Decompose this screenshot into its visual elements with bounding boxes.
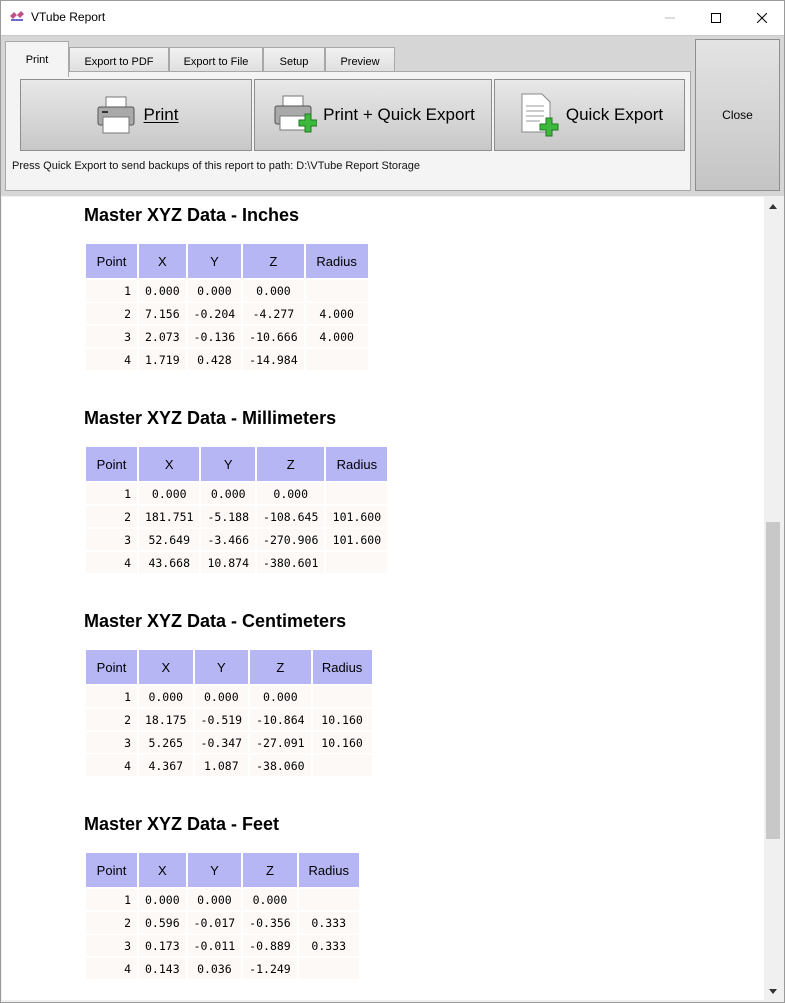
table-cell: 10.160: [313, 732, 372, 753]
report-toolbar: [1, 35, 784, 196]
print-quick-export-label: Print + Quick Export: [323, 105, 475, 124]
table-cell: 0.333: [299, 935, 359, 956]
table-row: [86, 303, 368, 324]
column-header: Z: [243, 853, 297, 887]
table-cell: [306, 349, 368, 370]
table-cell: -0.204: [188, 303, 242, 324]
table-cell: 18.175: [139, 709, 193, 730]
table-cell: 0.000: [188, 280, 242, 301]
table-body: [86, 280, 368, 370]
close-button[interactable]: Close: [695, 39, 780, 191]
title-bar: [1, 1, 784, 35]
table-cell: 0.000: [243, 280, 303, 301]
table-cell: [299, 889, 359, 910]
table-body: [86, 483, 387, 573]
close-icon: [757, 13, 767, 23]
table-body: [86, 686, 372, 776]
tab-setup[interactable]: Setup: [263, 47, 325, 75]
scroll-thumb[interactable]: [766, 522, 780, 839]
table-cell: 3: [86, 326, 137, 347]
print-button[interactable]: [20, 79, 252, 151]
section-title-feet: Master XYZ Data - Feet: [84, 814, 280, 834]
section-title-millimeters: Master XYZ Data - Millimeters: [84, 408, 337, 428]
table-cell: [306, 280, 368, 301]
table-cell: 2: [86, 709, 137, 730]
table-row: [86, 280, 368, 301]
tab-export-pdf[interactable]: Export to PDF: [69, 47, 169, 75]
tab-preview[interactable]: Preview: [325, 47, 395, 75]
table-cell: 1: [86, 483, 137, 504]
table-cell: 1.719: [139, 349, 186, 370]
column-header: Point: [86, 244, 137, 278]
column-header: X: [139, 244, 186, 278]
table-cell: -1.249: [243, 958, 297, 979]
table-cell: 4: [86, 552, 137, 573]
table-cell: 0.000: [139, 280, 186, 301]
table-body: [86, 889, 359, 979]
document-add-icon: [516, 92, 560, 138]
table-cell: 2: [86, 506, 137, 527]
printer-add-icon: [271, 94, 317, 136]
table-cell: [326, 483, 387, 504]
xyz-table-feet: [84, 851, 361, 981]
minimize-icon: [665, 13, 675, 23]
print-tab-panel: [5, 71, 691, 191]
table-cell: -270.906: [257, 529, 324, 550]
print-button-label: Print: [143, 105, 179, 124]
table-cell: 3: [86, 732, 137, 753]
table-row: [86, 755, 372, 776]
xyz-table-millimeters: [84, 445, 389, 575]
xyz-table-centimeters: [84, 648, 374, 778]
xyz-table-inches: [84, 242, 370, 372]
table-cell: -10.864: [250, 709, 310, 730]
column-header: Y: [201, 447, 255, 481]
table-cell: 10.874: [201, 552, 255, 573]
table-cell: 2: [86, 912, 137, 933]
table-row: [86, 686, 372, 707]
column-header: Z: [257, 447, 324, 481]
table-cell: 4.367: [139, 755, 193, 776]
quick-export-label: Quick Export: [565, 105, 664, 124]
scroll-up-button[interactable]: [764, 197, 782, 215]
table-cell: -3.466: [201, 529, 255, 550]
table-cell: -4.277: [243, 303, 303, 324]
table-row: [86, 958, 359, 979]
table-cell: -0.519: [195, 709, 249, 730]
column-header: Y: [195, 650, 249, 684]
table-cell: 1: [86, 686, 137, 707]
column-header: Y: [188, 244, 242, 278]
table-cell: 0.000: [201, 483, 255, 504]
table-cell: 1.087: [195, 755, 249, 776]
scroll-up-arrow-icon: [769, 204, 777, 209]
table-cell: 3: [86, 529, 137, 550]
tab-print[interactable]: Print: [5, 41, 69, 77]
table-cell: [313, 755, 372, 776]
report-content: [2, 197, 764, 1000]
table-cell: 0.000: [139, 686, 193, 707]
table-cell: -0.347: [195, 732, 249, 753]
table-cell: -5.188: [201, 506, 255, 527]
table-cell: 0.000: [250, 686, 310, 707]
table-cell: -0.136: [188, 326, 242, 347]
table-row: [86, 889, 359, 910]
table-cell: 10.160: [313, 709, 372, 730]
table-row: [86, 935, 359, 956]
table-cell: 1: [86, 889, 137, 910]
table-row: [86, 506, 387, 527]
table-cell: 0.596: [139, 912, 186, 933]
quick-export-hint: Press Quick Export to send backups of this report to path: D:\VTube Report Storage: [12, 160, 421, 172]
column-header: Radius: [313, 650, 372, 684]
column-header: Point: [86, 853, 137, 887]
vtube-app-icon: [9, 10, 25, 24]
table-cell: -10.666: [243, 326, 303, 347]
vertical-scrollbar[interactable]: [764, 197, 782, 1000]
quick-export-button[interactable]: [494, 79, 685, 151]
table-cell: 0.428: [188, 349, 242, 370]
column-header: Radius: [299, 853, 359, 887]
table-cell: -14.984: [243, 349, 303, 370]
table-cell: 0.173: [139, 935, 186, 956]
table-cell: 0.000: [188, 889, 242, 910]
table-cell: [313, 686, 372, 707]
column-header: Point: [86, 447, 137, 481]
table-cell: 5.265: [139, 732, 193, 753]
table-row: [86, 552, 387, 573]
table-row: [86, 732, 372, 753]
table-cell: -0.011: [188, 935, 242, 956]
table-cell: -38.060: [250, 755, 310, 776]
table-row: [86, 709, 372, 730]
column-header: Radius: [326, 447, 387, 481]
column-header: Y: [188, 853, 242, 887]
maximize-button[interactable]: [693, 1, 739, 35]
column-header: Z: [250, 650, 310, 684]
section-title-inches: Master XYZ Data - Inches: [84, 205, 300, 225]
table-row: [86, 326, 368, 347]
table-cell: 3: [86, 935, 137, 956]
table-cell: 52.649: [139, 529, 199, 550]
table-row: [86, 349, 368, 370]
table-row: [86, 912, 359, 933]
table-cell: 4.000: [306, 303, 368, 324]
column-header: X: [139, 853, 186, 887]
table-cell: 2: [86, 303, 137, 324]
table-cell: 101.600: [326, 506, 387, 527]
window-close-button[interactable]: [739, 1, 785, 35]
scroll-down-button[interactable]: [764, 982, 782, 1000]
table-cell: [299, 958, 359, 979]
table-cell: 101.600: [326, 529, 387, 550]
table-cell: 4: [86, 349, 137, 370]
table-cell: 4: [86, 958, 137, 979]
table-cell: 0.000: [195, 686, 249, 707]
table-cell: 4.000: [306, 326, 368, 347]
column-header: Radius: [306, 244, 368, 278]
minimize-button[interactable]: [647, 1, 693, 35]
table-cell: -0.356: [243, 912, 297, 933]
printer-icon: [94, 95, 138, 135]
table-row: [86, 483, 387, 504]
table-row: [86, 529, 387, 550]
column-header: X: [139, 447, 199, 481]
table-cell: 7.156: [139, 303, 186, 324]
table-cell: 0.143: [139, 958, 186, 979]
table-cell: 1: [86, 280, 137, 301]
table-cell: -0.017: [188, 912, 242, 933]
table-cell: 181.751: [139, 506, 199, 527]
maximize-icon: [711, 13, 721, 23]
table-cell: -0.889: [243, 935, 297, 956]
column-header: Point: [86, 650, 137, 684]
table-cell: 0.000: [139, 483, 199, 504]
table-cell: 0.000: [243, 889, 297, 910]
table-cell: -380.601: [257, 552, 324, 573]
table-cell: 0.036: [188, 958, 242, 979]
table-cell: 0.000: [257, 483, 324, 504]
table-cell: -108.645: [257, 506, 324, 527]
print-quick-export-button[interactable]: [254, 79, 492, 151]
column-header: Z: [243, 244, 303, 278]
table-cell: [326, 552, 387, 573]
table-cell: 0.333: [299, 912, 359, 933]
table-cell: 0.000: [139, 889, 186, 910]
table-cell: -27.091: [250, 732, 310, 753]
table-cell: 2.073: [139, 326, 186, 347]
table-cell: 43.668: [139, 552, 199, 573]
tab-export-file[interactable]: Export to File: [169, 47, 263, 75]
section-title-centimeters: Master XYZ Data - Centimeters: [84, 611, 347, 631]
table-cell: 4: [86, 755, 137, 776]
column-header: X: [139, 650, 193, 684]
scroll-down-arrow-icon: [769, 989, 777, 994]
window-title: VTube Report: [31, 10, 106, 24]
